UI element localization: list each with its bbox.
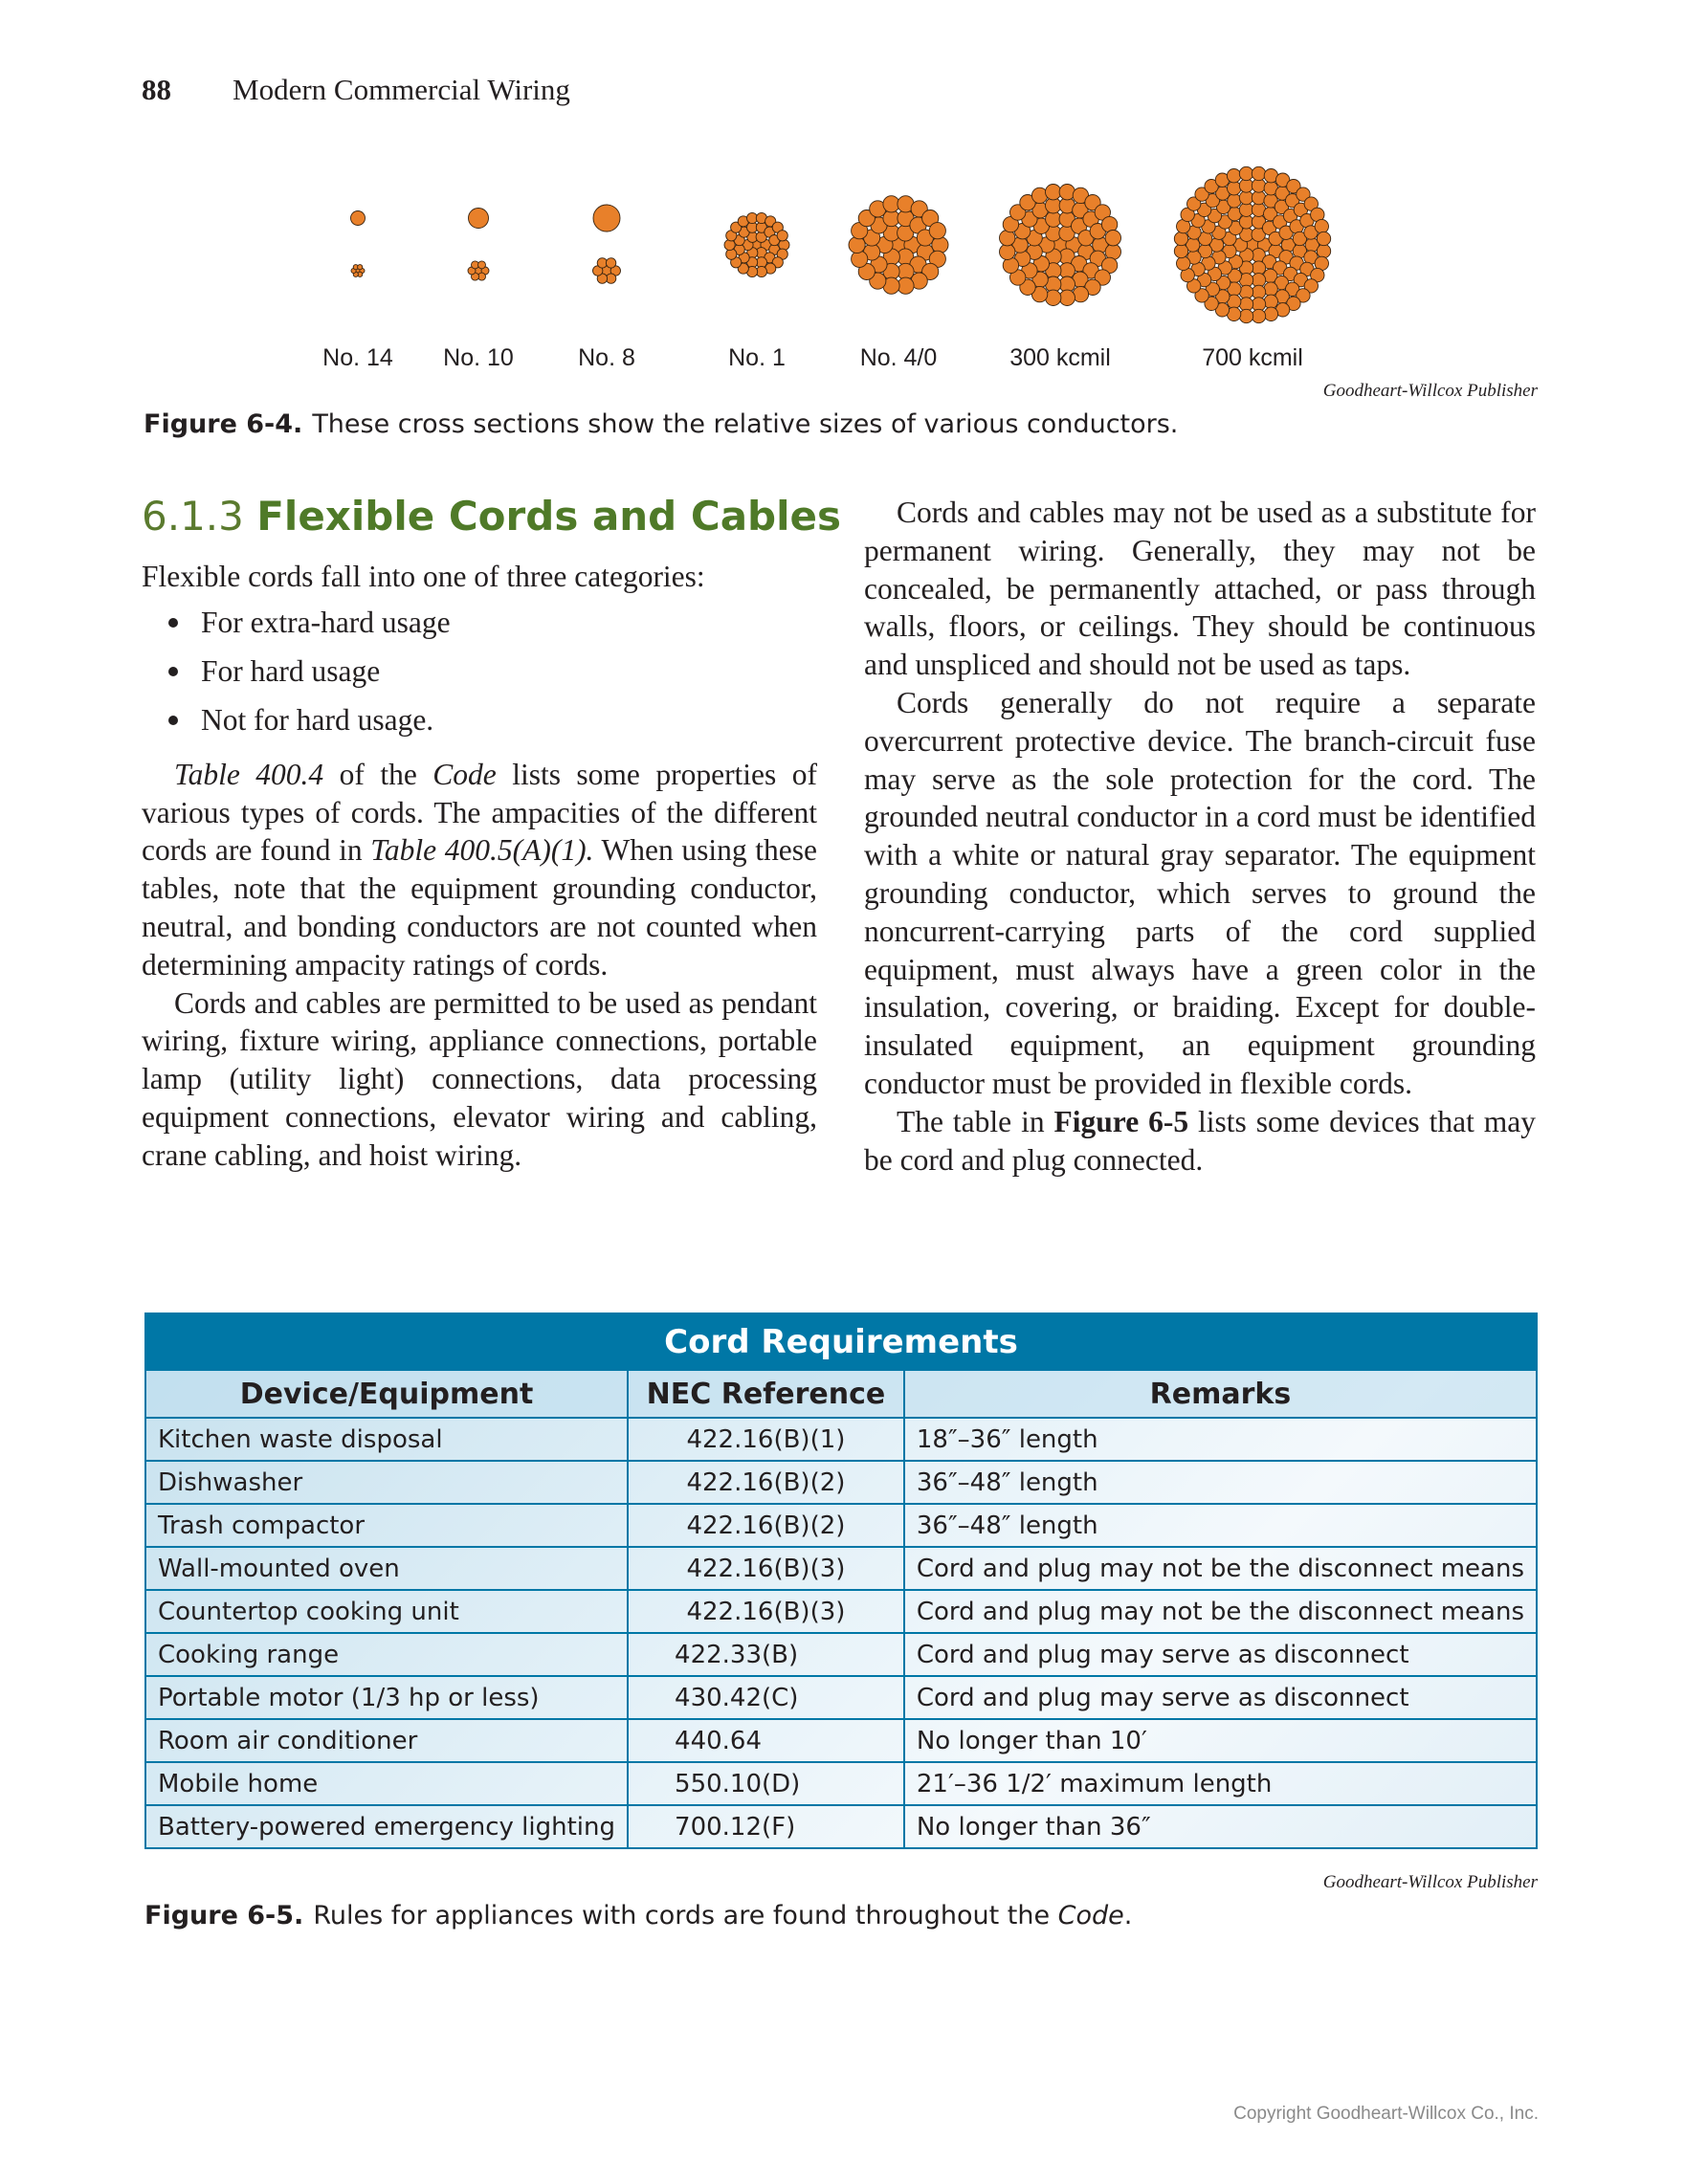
running-header (142, 73, 570, 107)
table-cell: 700.12(F) (628, 1805, 904, 1848)
conductor-strand (932, 236, 948, 253)
column-header: Remarks (904, 1370, 1537, 1418)
table-cell: 422.16(B)(2) (628, 1504, 904, 1547)
body-paragraph (864, 1103, 1536, 1180)
table-row (145, 1590, 1537, 1633)
table-cell: 422.33(B) (628, 1633, 904, 1676)
table-row (145, 1461, 1537, 1504)
table-cell: 36″–48″ length (904, 1461, 1537, 1504)
copyright-notice: Copyright Goodheart-Willcox Co., Inc. (1233, 2104, 1539, 2124)
figure-credit: Goodheart-Willcox Publisher (1322, 381, 1538, 401)
table-cell: Cord and plug may serve as disconnect (904, 1676, 1537, 1719)
table-header-row (145, 1370, 1537, 1418)
section-title: Flexible Cords and Cables (256, 493, 841, 540)
table-cell: Kitchen waste disposal (145, 1418, 628, 1461)
left-column (142, 558, 817, 1175)
conductor-strand (478, 261, 486, 269)
code-reference: Code (1057, 1901, 1124, 1930)
conductor-strand (1046, 185, 1061, 200)
conductor-strand (929, 223, 945, 239)
conductor-strand (1252, 166, 1265, 180)
conductor-label: No. 1 (728, 344, 786, 371)
list-item: For extra-hard usage (142, 598, 817, 647)
text-run: When using these tables, note that the equipment grounding conductor, neutral, and bonding conductors are not counted when determining ampacity ratings of cords. (142, 833, 817, 982)
table-row (145, 1805, 1537, 1848)
column-header: Device/Equipment (145, 1370, 628, 1418)
body-paragraph (142, 756, 817, 984)
figure-credit: Goodheart-Willcox Publisher (1322, 1872, 1538, 1892)
conductor-strand (1227, 169, 1240, 183)
table-row (145, 1676, 1537, 1719)
table-row (145, 1418, 1537, 1461)
conductor-strand (1239, 215, 1253, 229)
conductor-strand (1317, 244, 1330, 257)
table-cell: Cooking range (145, 1633, 628, 1676)
conductor-strand (1252, 309, 1265, 322)
table-row (145, 1633, 1537, 1676)
table-row (145, 1762, 1537, 1805)
table-cell: No longer than 10′ (904, 1719, 1537, 1762)
code-reference: Code (432, 757, 497, 791)
intro-paragraph: Flexible cords fall into one of three categories: (142, 560, 705, 593)
conductor-strand (777, 231, 787, 241)
body-paragraph: Cords and cables are permitted to be used as pendant wiring, fixture wiring, appliance connections, portable lamp (utility light) connections, data processing equipment connections, elevator wiring and cabling, crane cabling, and hoist wiring. (142, 985, 817, 1172)
table-cell: Room air conditioner (145, 1719, 628, 1762)
column-header: NEC Reference (628, 1370, 904, 1418)
table-cell: 36″–48″ length (904, 1504, 1537, 1547)
table-cell: 440.64 (628, 1719, 904, 1762)
conductor-strand (1228, 182, 1241, 195)
conductor-cross-sections-drawing (287, 161, 1387, 342)
table-cell: 550.10(D) (628, 1762, 904, 1805)
conductor-strand (1264, 295, 1277, 308)
conductor-label: No. 10 (443, 344, 514, 371)
conductor-label: No. 8 (578, 344, 635, 371)
category-list (142, 598, 817, 744)
conductor-strand (1174, 244, 1187, 257)
table-reference: Table 400.4 (174, 757, 324, 791)
table-row (145, 1547, 1537, 1590)
conductor-strand (1239, 166, 1253, 180)
conductor-strand (593, 205, 620, 232)
table-cell: 18″–36″ length (904, 1418, 1537, 1461)
conductor-strand (1000, 244, 1015, 259)
table-cell: Trash compactor (145, 1504, 628, 1547)
conductor-strand (1317, 232, 1330, 245)
caption-text: These cross sections show the relative sizes of various conductors. (312, 409, 1179, 439)
conductor-label: No. 4/0 (859, 344, 938, 371)
caption-label: Figure 6-5. (144, 1901, 304, 1930)
page-number: 88 (142, 73, 171, 106)
cord-requirements-table (144, 1313, 1538, 1849)
conductor-strand (849, 236, 865, 253)
conductor-label: 300 kcmil (1009, 344, 1111, 371)
figure-6-4-conductor-cross-sections (287, 161, 1387, 381)
conductor-strand (1059, 290, 1075, 305)
table-row (145, 1504, 1537, 1547)
table-cell: Cord and plug may serve as disconnect (904, 1633, 1537, 1676)
conductor-strand (1264, 307, 1277, 320)
table-cell: Cord and plug may not be the disconnect means (904, 1547, 1537, 1590)
table-cell: 422.16(B)(2) (628, 1461, 904, 1504)
conductor-strand (1239, 309, 1253, 322)
table-title: Cord Requirements (145, 1313, 1537, 1370)
right-column (864, 494, 1536, 1179)
conductor-strand (1315, 219, 1328, 232)
conductor-strand (852, 251, 868, 267)
table-cell: Battery-powered emergency lighting (145, 1805, 628, 1848)
conductor-strand (1177, 256, 1190, 270)
figure-6-4-caption (144, 409, 1178, 439)
conductor-strand (606, 258, 615, 268)
conductor-strand (469, 209, 489, 229)
caption-text: Rules for appliances with cords are found throughout the (313, 1901, 1058, 1930)
section-number: 6.1.3 (142, 493, 244, 540)
table-cell: 422.16(B)(1) (628, 1418, 904, 1461)
table-title-row (145, 1313, 1537, 1370)
table-cell: Wall-mounted oven (145, 1547, 628, 1590)
table-cell: 422.16(B)(3) (628, 1547, 904, 1590)
table-cell: Cord and plug may not be the disconnect means (904, 1590, 1537, 1633)
list-item: Not for hard usage. (142, 695, 817, 744)
text-run: of the (323, 757, 433, 791)
table-row (145, 1719, 1537, 1762)
conductor-label: 700 kcmil (1202, 344, 1303, 371)
table-cell: 21′–36 1/2′ maximum length (904, 1762, 1537, 1805)
table-cell: Mobile home (145, 1762, 628, 1805)
conductor-strand (351, 211, 366, 226)
table-cell: Dishwasher (145, 1461, 628, 1504)
conductor-strand (1174, 232, 1187, 245)
figure-reference: Figure 6-5 (1053, 1104, 1189, 1138)
text-run: The table in (897, 1104, 1054, 1138)
body-paragraph: Cords generally do not require a separate overcurrent protective device. The branch-circuit fuse may serve as the sole protection for the cord. The grounded neutral conductor in a cord must be identified with a white or natural gray separator. The equipment grounding conductor, which serves to ground the noncurrent-carrying parts of the cord supplied equipment, must always have a green color in the insulation, covering, or braiding. Except for double-insulated equipment, an equipment grounding conductor must be provided in flexible cords. (864, 685, 1536, 1100)
table-cell: 430.42(C) (628, 1676, 904, 1719)
table-cell: No longer than 36″ (904, 1805, 1537, 1848)
table-cell: Countertop cooking unit (145, 1590, 628, 1633)
table-reference: Table 400.5(A)(1). (370, 833, 594, 868)
body-paragraph: Cords and cables may not be used as a substitute for permanent wiring. Generally, they may not be concealed, be permanently attached, or pass through walls, floors, or ceilings. They should be continuous and unspliced and should not be used as taps. (864, 496, 1536, 682)
conductor-strand (1105, 231, 1120, 246)
caption-text: . (1123, 1901, 1133, 1930)
table-cell: Portable motor (1/3 hp or less) (145, 1676, 628, 1719)
conductor-strand (358, 265, 363, 270)
list-item: For hard usage (142, 647, 817, 695)
caption-label: Figure 6-4. (144, 409, 303, 439)
text-run: lists some devices that may be cord and plug connected. (864, 1104, 1536, 1177)
book-title: Modern Commercial Wiring (233, 73, 570, 106)
conductor-label: No. 14 (322, 344, 393, 371)
conductor-strand (1252, 261, 1265, 275)
table-cell: 422.16(B)(3) (628, 1590, 904, 1633)
figure-6-5-caption (144, 1901, 1132, 1930)
text-run: lists some properties of various types of cords. The ampacities of the different cords are found in (142, 757, 817, 868)
section-heading (142, 493, 841, 540)
